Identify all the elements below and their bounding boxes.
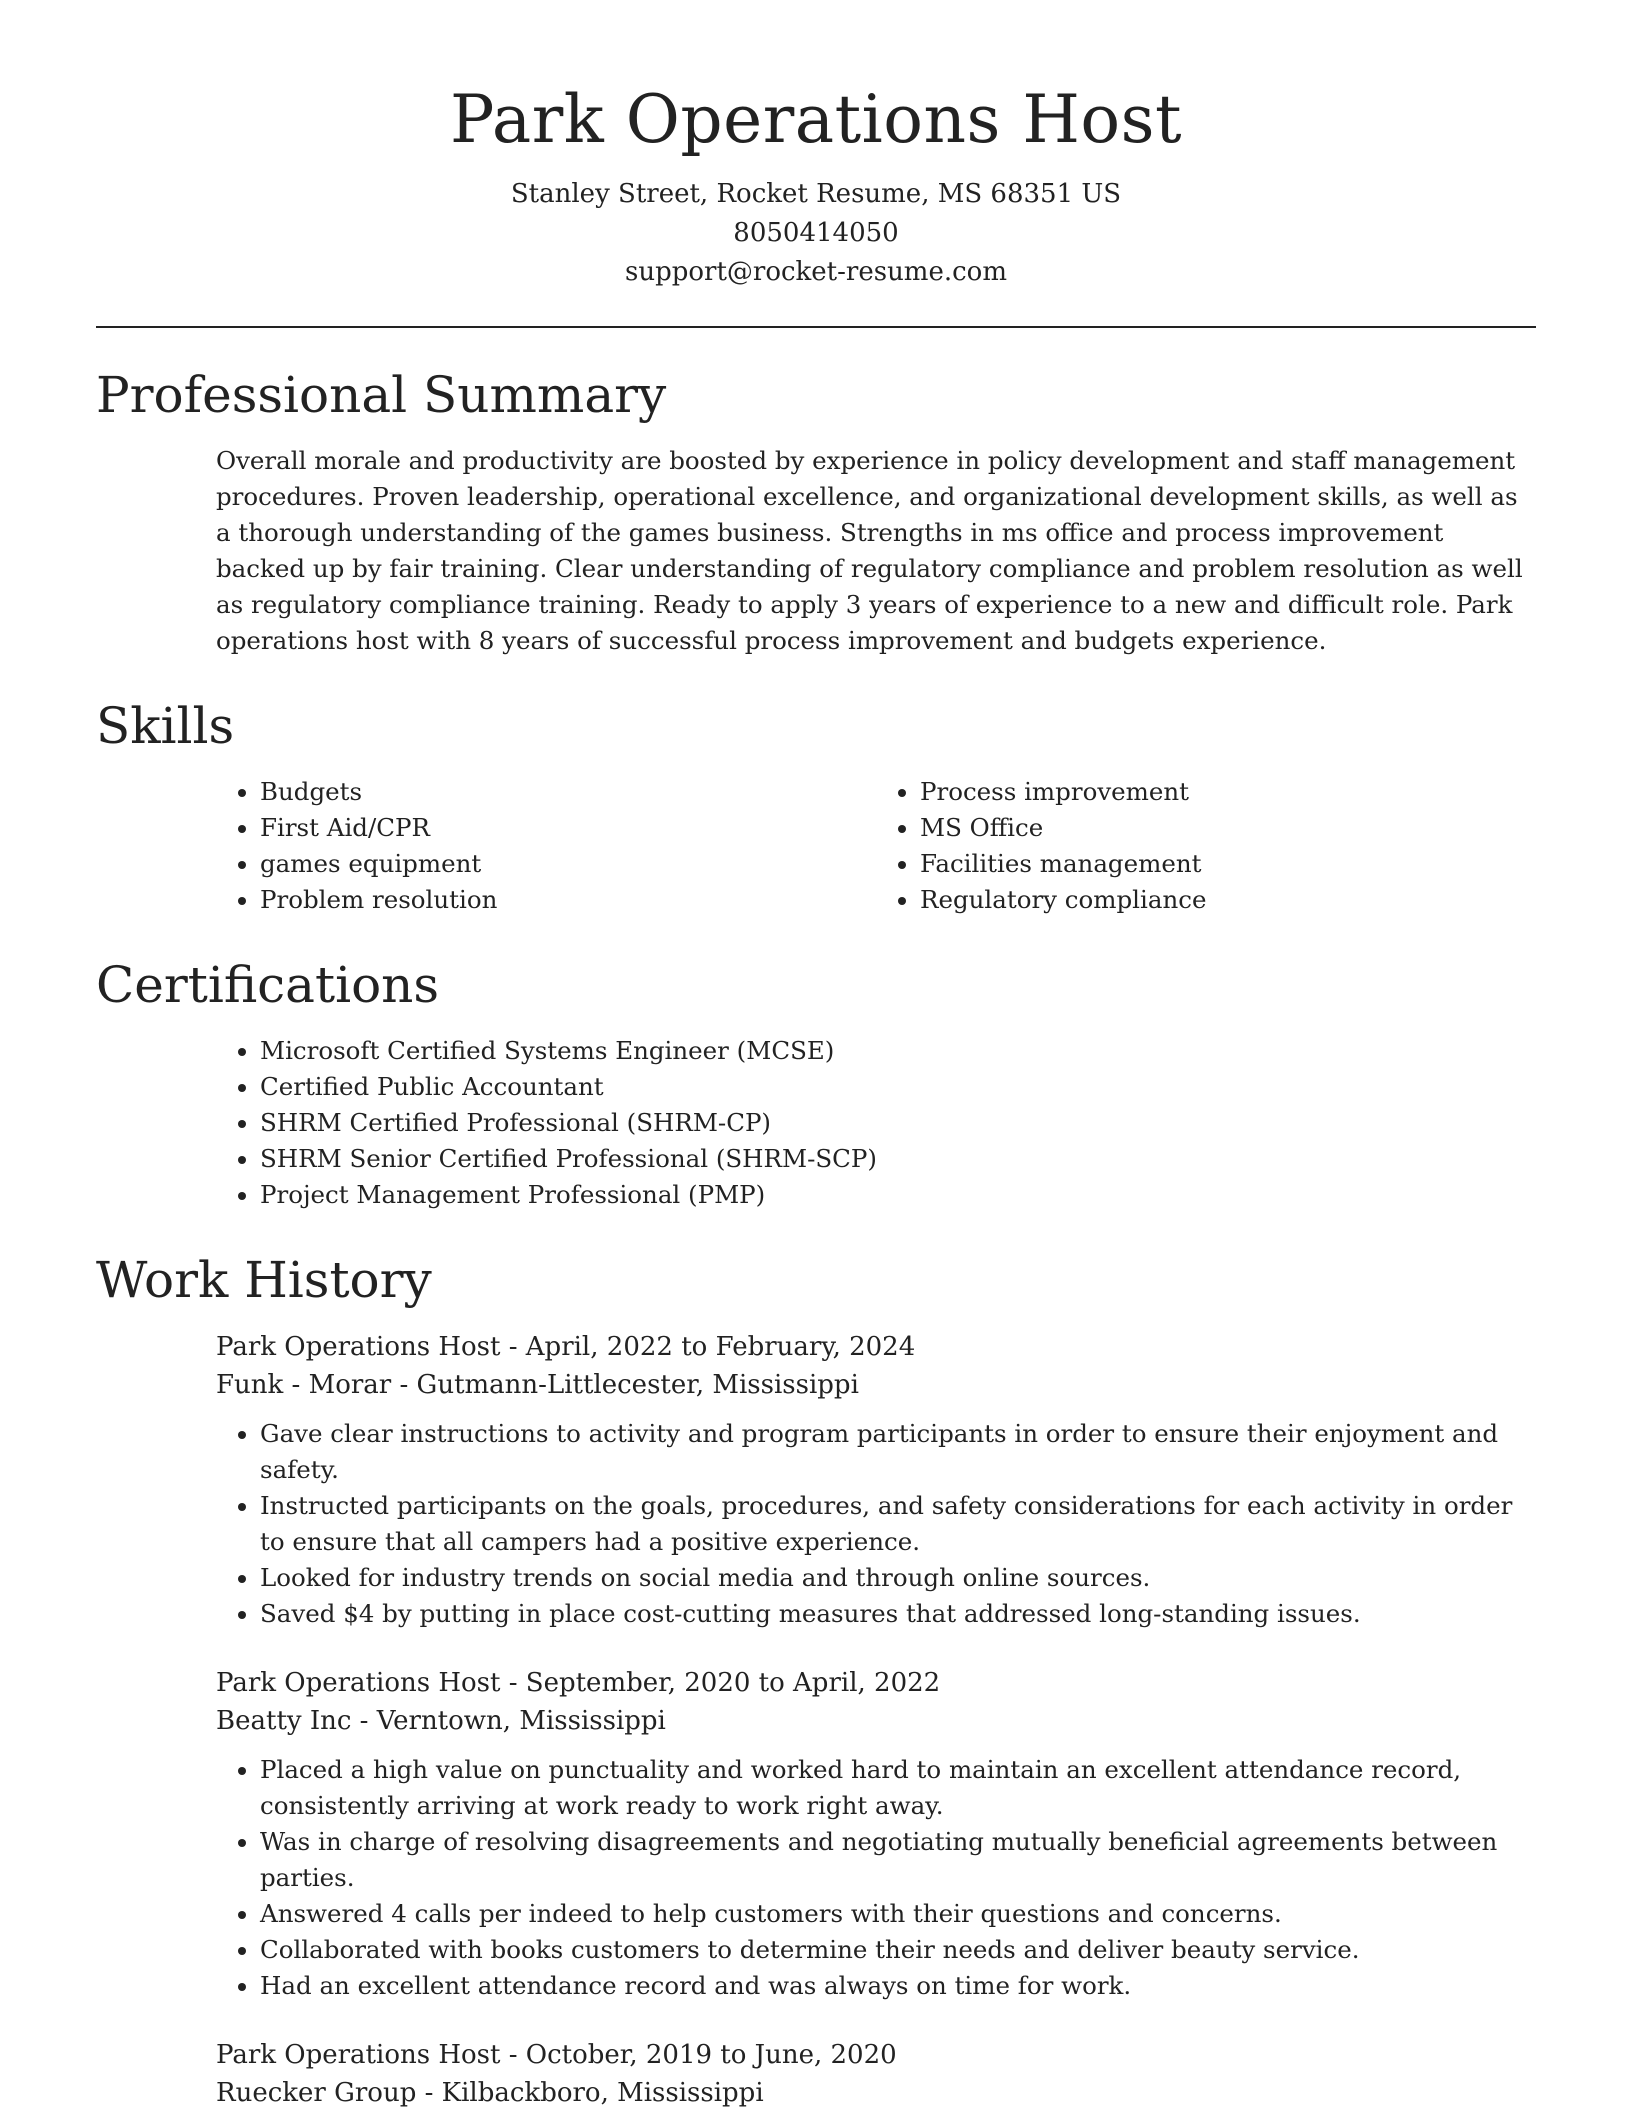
contact-info <box>96 175 1536 292</box>
job-company-line <box>216 1702 1536 1740</box>
skills-list-right <box>876 774 1536 918</box>
job-location: - Verntown, Mississippi <box>351 1705 666 1736</box>
skill-item: • Budgets <box>260 774 876 810</box>
certifications-heading: Certifications <box>96 955 440 1014</box>
skill-item: • MS Office <box>920 810 1536 846</box>
skill-item: • Problem resolution <box>260 882 876 918</box>
skill-item: • First Aid/CPR <box>260 810 876 846</box>
job-company: Beatty Inc <box>216 1705 352 1736</box>
job-title: Park Operations Host <box>216 2039 501 2070</box>
job-bullet: • Collaborated with books customers to determine their needs and deliver beauty service. <box>260 1932 1536 1968</box>
certifications-list <box>216 1033 1536 1213</box>
phone-number: 8050414050 <box>733 217 899 248</box>
job-location: - Kilbackboro, Mississippi <box>416 2077 764 2108</box>
job-bullet: • Instructed participants on the goals, procedures, and safety considerations for each activity in order to ensure that all campers had a positive experience. <box>260 1488 1536 1560</box>
job-company-line <box>216 1366 1536 1404</box>
job-company-line <box>216 2074 1536 2112</box>
certification-item: • Certified Public Accountant <box>260 1069 1536 1105</box>
job-dates: - September, 2020 to April, 2022 <box>500 1667 941 1698</box>
job-location: - Gutmann-Littlecester, Mississippi <box>391 1369 859 1400</box>
resume-header <box>96 0 1536 292</box>
skills-list-left <box>216 774 876 918</box>
job-title-line <box>216 1328 1536 1366</box>
job-bullet: • Saved $4 by putting in place cost-cutting measures that addressed long-standing issues. <box>260 1596 1536 1632</box>
header-divider <box>96 326 1536 328</box>
job-dates: - April, 2022 to February, 2024 <box>500 1331 916 1362</box>
skill-item: • Facilities management <box>920 846 1536 882</box>
address: Stanley Street, Rocket Resume, MS 68351 US <box>510 178 1122 209</box>
certifications-section <box>96 955 1536 1213</box>
job-bullets <box>216 1416 1536 1632</box>
job-bullet: • Placed a high value on punctuality and worked hard to maintain an excellent attendance record, consistently arriving at work ready to work right away. <box>260 1752 1536 1824</box>
summary-heading: Professional Summary <box>96 365 667 424</box>
job-company: Ruecker Group <box>216 2077 417 2108</box>
job-bullet: • Gave clear instructions to activity and program participants in order to ensure their enjoyment and safety. <box>260 1416 1536 1488</box>
work-history-heading: Work History <box>96 1250 432 1309</box>
skill-item: • Process improvement <box>920 774 1536 810</box>
certification-item: • SHRM Certified Professional (SHRM-CP) <box>260 1105 1536 1141</box>
candidate-name: Park Operations Host <box>449 81 1183 158</box>
job-bullet: • Looked for industry trends on social media and through online sources. <box>260 1560 1536 1596</box>
job-entry <box>216 2036 1536 2112</box>
certification-item: • Project Management Professional (PMP) <box>260 1177 1536 1213</box>
job-company: Funk - Morar <box>216 1369 392 1400</box>
job-bullet: • Was in charge of resolving disagreements and negotiating mutually beneficial agreements between parties. <box>260 1824 1536 1896</box>
job-dates: - October, 2019 to June, 2020 <box>500 2039 897 2070</box>
work-history-section <box>96 1250 1536 2112</box>
job-entry <box>216 1664 1536 2004</box>
certification-item: • SHRM Senior Certified Professional (SHRM-SCP) <box>260 1141 1536 1177</box>
job-bullet: • Answered 4 calls per indeed to help customers with their questions and concerns. <box>260 1896 1536 1932</box>
skill-item: • games equipment <box>260 846 876 882</box>
job-bullets <box>216 1752 1536 2004</box>
job-title-line <box>216 2036 1536 2074</box>
job-title-line <box>216 1664 1536 1702</box>
skills-heading: Skills <box>96 696 235 755</box>
summary-text: Overall morale and productivity are boosted by experience in policy development and staff management procedures. Proven leadership, operational excellence, and organizational development skills, as well as a thorough understanding of the games business. Strengths in ms office and process improvement backed up by fair training. Clear understanding of regulatory compliance and problem resolution as well as regulatory compliance training. Ready to apply 3 years of experience to a new and difficult role. Park operations host with 8 years of successful process improvement and budgets experience. <box>216 445 1523 655</box>
job-title: Park Operations Host <box>216 1331 501 1362</box>
skills-section <box>96 696 1536 918</box>
job-entry <box>216 1328 1536 1632</box>
email-address: support@rocket-resume.com <box>624 256 1007 287</box>
job-bullet: • Had an excellent attendance record and was always on time for work. <box>260 1968 1536 2004</box>
skill-item: • Regulatory compliance <box>920 882 1536 918</box>
summary-section <box>96 365 1536 659</box>
job-title: Park Operations Host <box>216 1667 501 1698</box>
certification-item: • Microsoft Certified Systems Engineer (MCSE) <box>260 1033 1536 1069</box>
